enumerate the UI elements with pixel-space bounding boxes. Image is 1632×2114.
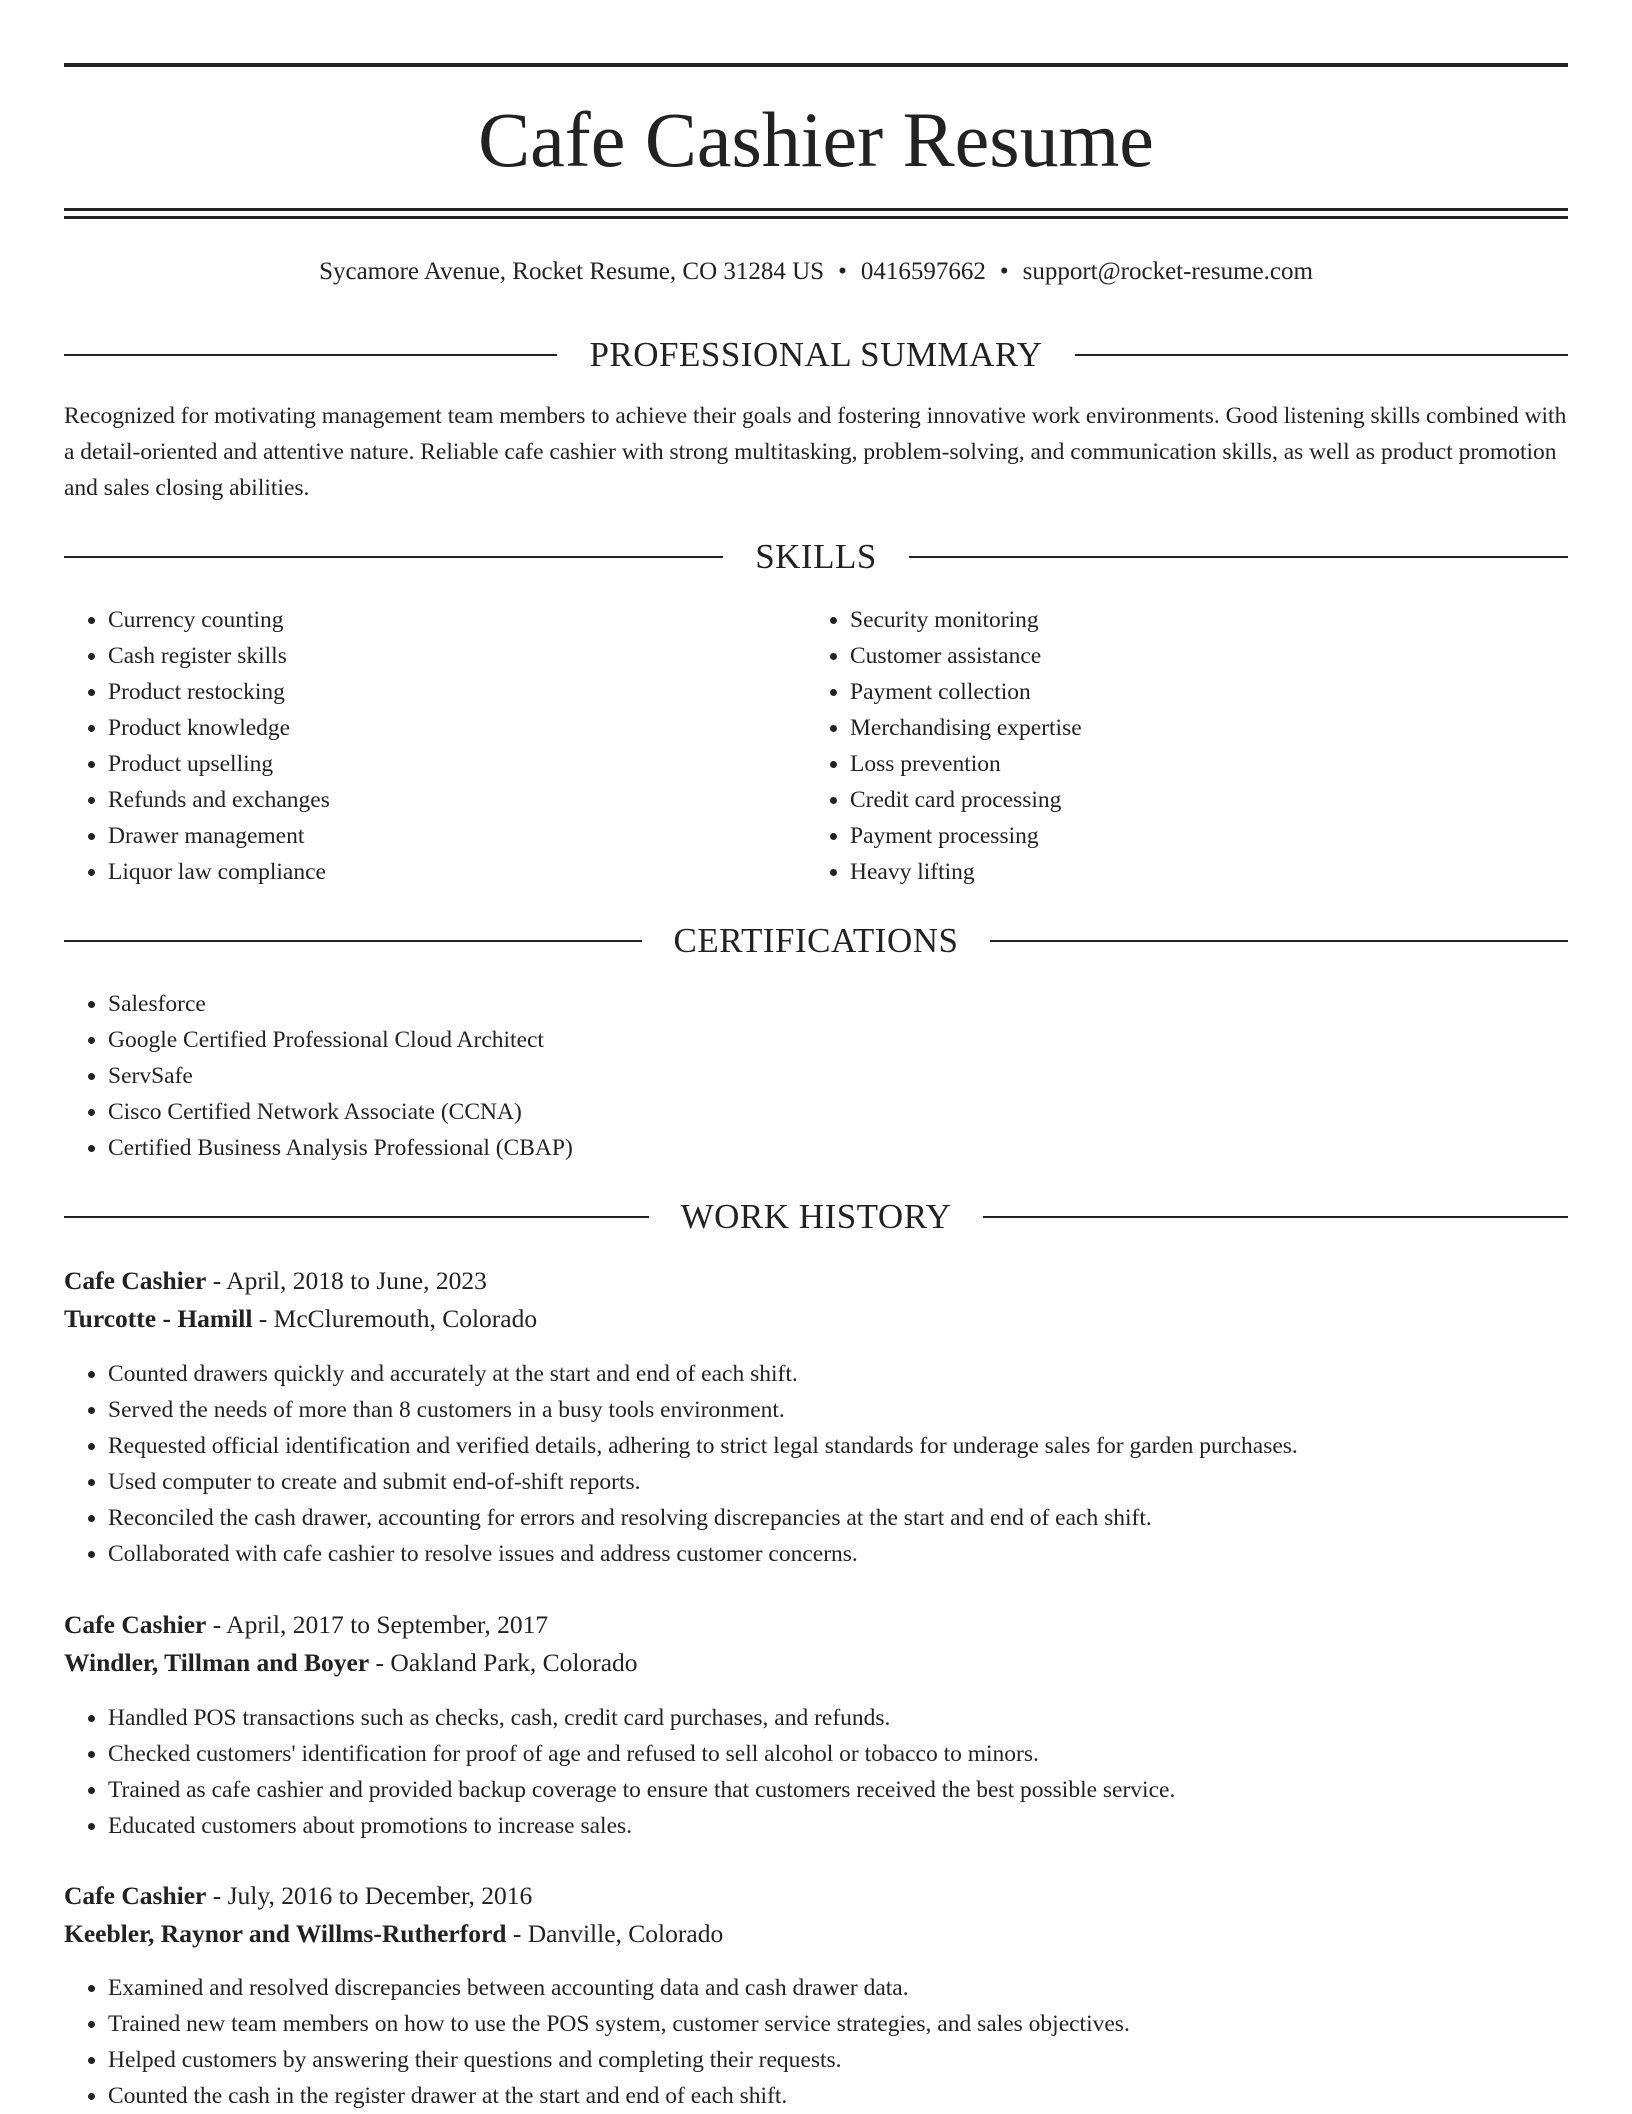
job-company: Keebler, Raynor and Willms-Rutherford bbox=[64, 1919, 507, 1948]
job-bullets bbox=[64, 1700, 1612, 1844]
job-role: Cafe Cashier bbox=[64, 1881, 207, 1910]
skill-item: • Merchandising expertise bbox=[850, 710, 1082, 746]
skill-item: • Cash register skills bbox=[108, 638, 330, 674]
job-company-line bbox=[64, 1300, 537, 1338]
certification-item: • Google Certified Professional Cloud Architect bbox=[108, 1022, 573, 1058]
section-header-work-history bbox=[64, 1195, 1568, 1239]
skill-item: • Payment processing bbox=[850, 818, 1082, 854]
job-bullet: • Used computer to create and submit end-of-shift reports. bbox=[108, 1464, 1612, 1500]
contact-email: support@rocket-resume.com bbox=[1022, 258, 1313, 285]
contact-address: Sycamore Avenue, Rocket Resume, CO 31284 US bbox=[319, 258, 825, 285]
certifications-list bbox=[64, 986, 573, 1166]
job-role-line bbox=[64, 1606, 548, 1644]
job-company-line bbox=[64, 1915, 723, 1953]
header-top-rule bbox=[64, 63, 1568, 67]
skill-item: • Product knowledge bbox=[108, 710, 330, 746]
certification-item: • Salesforce bbox=[108, 986, 573, 1022]
job-bullet: • Trained new team members on how to use the POS system, customer service strategies, and sales objectives. bbox=[108, 2006, 1612, 2042]
job-bullet: • Requested official identification and verified details, adhering to strict legal standards for underage sales for garden purchases. bbox=[108, 1428, 1612, 1464]
skill-item: • Loss prevention bbox=[850, 746, 1082, 782]
job-dates: - April, 2018 to June, 2023 bbox=[206, 1266, 487, 1295]
job-role: Cafe Cashier bbox=[64, 1266, 207, 1295]
header-double-rule-top bbox=[64, 208, 1568, 211]
job-bullet: • Checked customers' identification for proof of age and refused to sell alcohol or tobacco to minors. bbox=[108, 1736, 1612, 1772]
skill-item: • Currency counting bbox=[108, 602, 330, 638]
certification-item: • Cisco Certified Network Associate (CCNA) bbox=[108, 1094, 573, 1130]
skill-item: • Drawer management bbox=[108, 818, 330, 854]
section-rule-left bbox=[64, 940, 642, 942]
job-bullet: • Counted the cash in the register drawer at the start and end of each shift. bbox=[108, 2078, 1612, 2114]
section-rule-right bbox=[1075, 354, 1568, 356]
job-bullet: • Handled POS transactions such as checks, cash, credit card purchases, and refunds. bbox=[108, 1700, 1612, 1736]
section-rule-left bbox=[64, 1216, 649, 1218]
section-rule-right bbox=[983, 1216, 1568, 1218]
job-role-line bbox=[64, 1877, 532, 1915]
header-double-rule-bottom bbox=[64, 216, 1568, 219]
job-role: Cafe Cashier bbox=[64, 1610, 207, 1639]
job-bullet: • Reconciled the cash drawer, accounting for errors and resolving discrepancies at the start and end of each shift. bbox=[108, 1500, 1612, 1536]
job-bullet: • Counted drawers quickly and accurately at the start and end of each shift. bbox=[108, 1356, 1612, 1392]
page-title: Cafe Cashier Resume bbox=[478, 96, 1154, 183]
certification-item: • ServSafe bbox=[108, 1058, 573, 1094]
skill-item: • Liquor law compliance bbox=[108, 854, 330, 890]
section-header-summary bbox=[64, 333, 1568, 377]
job-location: - Danville, Colorado bbox=[506, 1919, 724, 1948]
skills-list-right bbox=[806, 602, 1082, 890]
job-bullets bbox=[64, 1356, 1612, 1572]
skill-item: • Product restocking bbox=[108, 674, 330, 710]
job-bullets bbox=[64, 1970, 1612, 2114]
contact-separator: • bbox=[838, 258, 847, 285]
job-location: - Oakland Park, Colorado bbox=[369, 1648, 638, 1677]
contact-phone: 0416597662 bbox=[860, 258, 986, 285]
summary-paragraph: Recognized for motivating management team members to achieve their goals and fostering innovative work environments. Good listening skills combined with a detail-oriented and attentive nature. Reliable cafe cashier with strong multitasking, problem-solving, and communication skills, as well as product promotion and sales closing abilities. bbox=[64, 403, 1567, 501]
job-bullet: • Served the needs of more than 8 customers in a busy tools environment. bbox=[108, 1392, 1612, 1428]
job-dates: - April, 2017 to September, 2017 bbox=[206, 1610, 549, 1639]
section-title: SKILLS bbox=[755, 537, 877, 576]
skills-list-left bbox=[64, 602, 330, 890]
certification-item: • Certified Business Analysis Professional (CBAP) bbox=[108, 1130, 573, 1166]
job-company: Windler, Tillman and Boyer bbox=[64, 1648, 370, 1677]
section-title: WORK HISTORY bbox=[680, 1197, 952, 1236]
job-bullet: • Educated customers about promotions to increase sales. bbox=[108, 1808, 1612, 1844]
skill-item: • Security monitoring bbox=[850, 602, 1082, 638]
job-bullet: • Examined and resolved discrepancies between accounting data and cash drawer data. bbox=[108, 1970, 1612, 2006]
section-rule-left bbox=[64, 354, 557, 356]
section-rule-right bbox=[909, 556, 1568, 558]
skill-item: • Refunds and exchanges bbox=[108, 782, 330, 818]
section-title: CERTIFICATIONS bbox=[673, 921, 959, 960]
contact-line bbox=[64, 254, 1568, 290]
job-company: Turcotte - Hamill bbox=[64, 1304, 253, 1333]
job-role-line bbox=[64, 1262, 487, 1300]
job-location: - McCluremouth, Colorado bbox=[252, 1304, 538, 1333]
skill-item: • Payment collection bbox=[850, 674, 1082, 710]
skill-item: • Heavy lifting bbox=[850, 854, 1082, 890]
job-dates: - July, 2016 to December, 2016 bbox=[206, 1881, 533, 1910]
skill-item: • Product upselling bbox=[108, 746, 330, 782]
section-header-certifications bbox=[64, 919, 1568, 963]
section-header-skills bbox=[64, 535, 1568, 579]
job-bullet: • Trained as cafe cashier and provided backup coverage to ensure that customers received the best possible service. bbox=[108, 1772, 1612, 1808]
section-rule-right bbox=[990, 940, 1568, 942]
skill-item: • Customer assistance bbox=[850, 638, 1082, 674]
contact-separator: • bbox=[999, 258, 1009, 285]
job-bullet: • Collaborated with cafe cashier to resolve issues and address customer concerns. bbox=[108, 1536, 1612, 1572]
job-company-line bbox=[64, 1644, 638, 1682]
section-rule-left bbox=[64, 556, 723, 558]
skill-item: • Credit card processing bbox=[850, 782, 1082, 818]
section-title: PROFESSIONAL SUMMARY bbox=[589, 335, 1043, 374]
job-bullet: • Helped customers by answering their questions and completing their requests. bbox=[108, 2042, 1612, 2078]
